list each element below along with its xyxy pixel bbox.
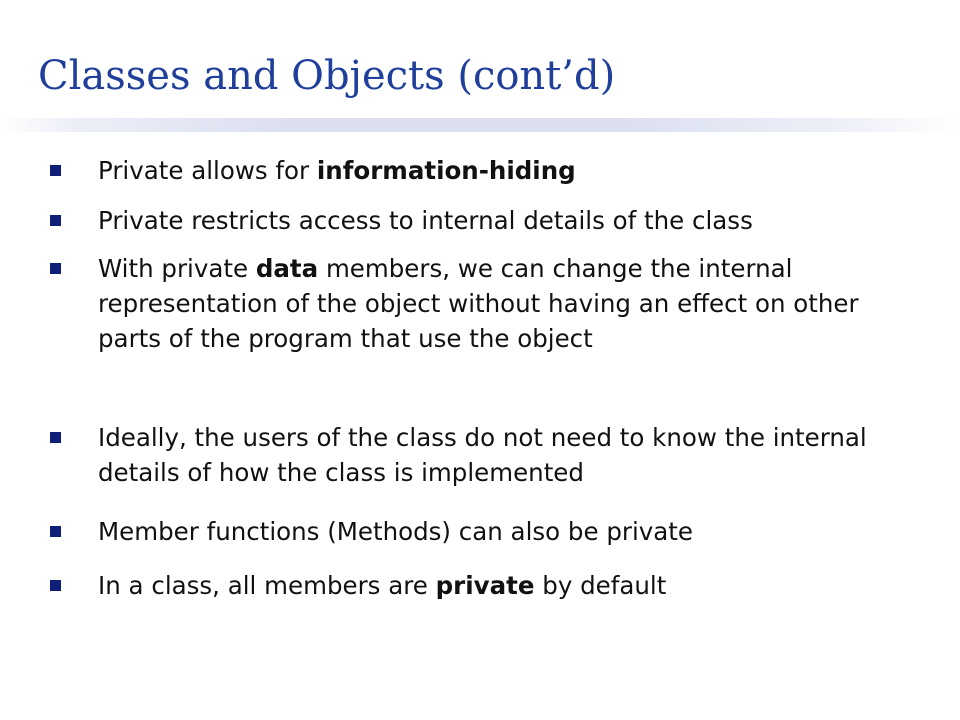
bullet-emphasis: private bbox=[435, 571, 535, 600]
bullet-text: Ideally, the users of the class do not need to know the internal details of how the class is implemented bbox=[98, 423, 867, 487]
square-bullet-icon bbox=[50, 432, 61, 443]
bullet-text: Private restricts access to internal details of the class bbox=[98, 206, 753, 235]
bullet-text: Private allows for information-hiding bbox=[98, 156, 576, 185]
bullet-text: In a class, all members are private by default bbox=[98, 571, 667, 600]
bullet-emphasis: information-hiding bbox=[316, 156, 576, 185]
square-bullet-icon bbox=[50, 526, 61, 537]
slide-title: Classes and Objects (cont’d) bbox=[38, 53, 616, 99]
square-bullet-icon bbox=[50, 165, 61, 176]
bullet-text: With private data members, we can change the internal representation of the object without having an effect on other parts of the program that use the object bbox=[98, 254, 859, 353]
bullet-text: Member functions (Methods) can also be private bbox=[98, 517, 693, 546]
title-underline-bar bbox=[0, 118, 960, 132]
square-bullet-icon bbox=[50, 580, 61, 591]
bullet-emphasis: data bbox=[255, 254, 319, 283]
square-bullet-icon bbox=[50, 263, 61, 274]
square-bullet-icon bbox=[50, 215, 61, 226]
